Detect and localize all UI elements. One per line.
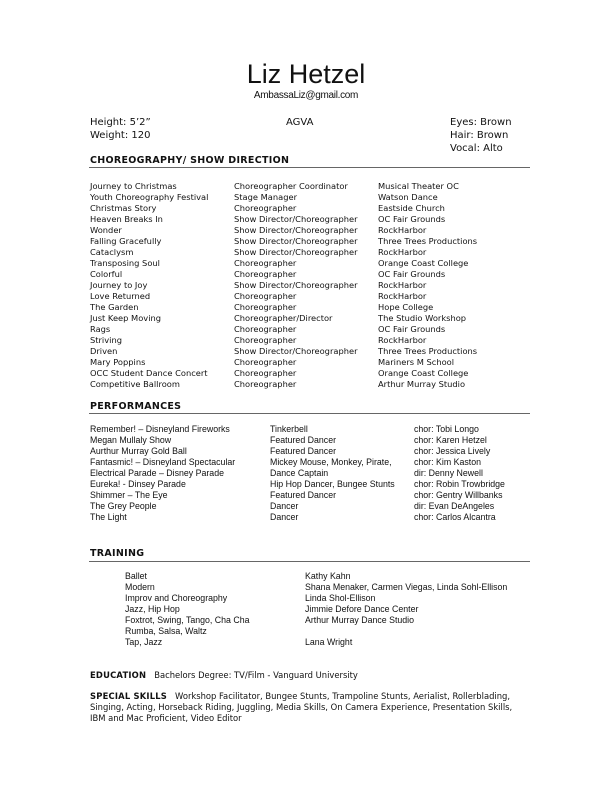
height-stat: Height: 5’2” — [90, 117, 151, 128]
production-title: Heaven Breaks In — [90, 214, 163, 224]
performance-title: Electrical Parade – Disney Parade — [90, 468, 224, 478]
table-row — [90, 192, 530, 203]
production-title: Colorful — [90, 269, 123, 279]
production-title: Youth Choreography Festival — [90, 192, 209, 202]
production-venue: Eastside Church — [378, 203, 445, 213]
table-row — [90, 324, 530, 335]
education-label: EDUCATION — [90, 670, 147, 680]
production-role: Show Director/Choreographer — [234, 214, 358, 224]
production-role: Choreographer — [234, 269, 297, 279]
training-instructor: Jimmie Defore Dance Center — [305, 604, 419, 614]
performances-table — [90, 424, 530, 523]
weight-stat: Weight: 120 — [90, 130, 151, 141]
performance-title: Remember! – Disneyland Fireworks — [90, 424, 230, 434]
choreography-table — [90, 181, 530, 390]
table-row — [90, 302, 530, 313]
production-venue: Three Trees Productions — [378, 346, 478, 356]
production-role: Show Director/Choreographer — [234, 225, 358, 235]
performance-title: Aurthur Murray Gold Ball — [90, 446, 187, 456]
training-style: Improv and Choreography — [125, 593, 228, 603]
table-row — [125, 604, 525, 615]
production-title: Just Keep Moving — [90, 313, 162, 323]
production-role: Choreographer — [234, 357, 297, 367]
production-title: The Garden — [90, 302, 139, 312]
production-venue: Watson Dance — [378, 192, 438, 202]
table-row — [90, 346, 530, 357]
performances-divider — [89, 413, 530, 414]
production-venue: RockHarbor — [378, 280, 427, 290]
table-row — [90, 479, 530, 490]
table-row — [125, 626, 525, 637]
table-row — [90, 258, 530, 269]
performance-credit: chor: Robin Trowbridge — [414, 479, 505, 489]
table-row — [90, 490, 530, 501]
choreography-divider — [89, 167, 530, 168]
table-row — [90, 280, 530, 291]
eyes-stat: Eyes: Brown — [450, 117, 512, 128]
table-row — [90, 501, 530, 512]
table-row — [90, 225, 530, 236]
education-line — [90, 670, 530, 681]
production-role: Choreographer/Director — [234, 313, 333, 323]
table-row — [90, 181, 530, 192]
production-title: Christmas Story — [90, 203, 157, 213]
production-role: Choreographer — [234, 291, 297, 301]
production-title: Competitive Ballroom — [90, 379, 180, 389]
production-title: Love Returned — [90, 291, 151, 301]
performance-title: Megan Mullaly Show — [90, 435, 172, 445]
performance-role: Tinkerbell — [270, 424, 308, 434]
table-row — [125, 593, 525, 604]
performance-role: Mickey Mouse, Monkey, Pirate, — [270, 457, 392, 467]
training-instructor: Shana Menaker, Carmen Viegas, Linda Sohl-Ellison — [305, 582, 508, 592]
production-role: Choreographer — [234, 324, 297, 334]
table-row — [90, 368, 530, 379]
training-style: Foxtrot, Swing, Tango, Cha Cha — [125, 615, 250, 625]
performance-title: Eureka! - Dinsey Parade — [90, 479, 186, 489]
performance-credit: dir: Denny Newell — [414, 468, 483, 478]
performances-heading: PERFORMANCES — [90, 401, 182, 412]
table-row — [90, 424, 530, 435]
production-title: Driven — [90, 346, 118, 356]
production-venue: OC Fair Grounds — [378, 214, 446, 224]
performance-role: Featured Dancer — [270, 435, 337, 445]
hair-stat: Hair: Brown — [450, 130, 509, 141]
table-row — [90, 247, 530, 258]
production-venue: Arthur Murray Studio — [378, 379, 466, 389]
production-role: Show Director/Choreographer — [234, 247, 358, 257]
production-role: Choreographer — [234, 258, 297, 268]
performance-title: Fantasmic! – Disneyland Spectacular — [90, 457, 236, 467]
table-row — [90, 357, 530, 368]
table-row — [90, 446, 530, 457]
production-role: Choreographer — [234, 368, 297, 378]
special-skills-text: Workshop Facilitator, Bungee Stunts, Trampoline Stunts, Aerialist, Rollerblading, Singing, Acting, Horseback Riding, Juggling, Media Skills, On Camera Experience, Presentation Skills, IBM and Mac Proficient, Video Editor — [90, 691, 513, 723]
table-row — [90, 214, 530, 225]
training-style: Jazz, Hip Hop — [125, 604, 180, 614]
performance-role: Dancer — [270, 512, 299, 522]
performance-role: Dancer — [270, 501, 299, 511]
training-instructor: Kathy Kahn — [305, 571, 351, 581]
performance-title: Shimmer – The Eye — [90, 490, 168, 500]
production-role: Choreographer — [234, 302, 297, 312]
production-role: Show Director/Choreographer — [234, 346, 358, 356]
table-row — [90, 313, 530, 324]
special-skills-label: SPECIAL SKILLS — [90, 691, 168, 701]
production-title: Transposing Soul — [90, 258, 160, 268]
production-venue: RockHarbor — [378, 247, 427, 257]
table-row — [125, 582, 525, 593]
table-row — [90, 335, 530, 346]
performance-credit: chor: Gentry Willbanks — [414, 490, 503, 500]
table-row — [125, 637, 525, 648]
table-row — [125, 615, 525, 626]
production-venue: Orange Coast College — [378, 368, 469, 378]
performance-credit: dir: Evan DeAngeles — [414, 501, 495, 511]
performance-credit: chor: Karen Hetzel — [414, 435, 487, 445]
performance-role: Dance Captain — [270, 468, 329, 478]
production-title: Journey to Joy — [90, 280, 148, 290]
production-venue: Mariners M School — [378, 357, 455, 367]
training-style: Modern — [125, 582, 155, 592]
education-text: Bachelors Degree: TV/Film - Vanguard University — [154, 670, 358, 680]
production-venue: RockHarbor — [378, 335, 427, 345]
production-title: OCC Student Dance Concert — [90, 368, 208, 378]
performance-title: The Grey People — [90, 501, 157, 511]
production-venue: Musical Theater OC — [378, 181, 459, 191]
training-instructor: Lana Wright — [305, 637, 353, 647]
production-role: Choreographer Coordinator — [234, 181, 348, 191]
training-style: Rumba, Salsa, Waltz — [125, 626, 207, 636]
table-row — [90, 379, 530, 390]
table-row — [90, 512, 530, 523]
email-address: AmbassaLiz@gmail.com — [253, 90, 359, 101]
training-divider — [89, 561, 530, 562]
vocal-stat: Vocal: Alto — [450, 143, 503, 154]
table-row — [90, 435, 530, 446]
choreography-heading: CHOREOGRAPHY/ SHOW DIRECTION — [90, 155, 290, 166]
training-table — [125, 571, 525, 648]
table-row — [90, 468, 530, 479]
training-style: Ballet — [125, 571, 148, 581]
production-role: Choreographer — [234, 203, 297, 213]
production-venue: OC Fair Grounds — [378, 269, 446, 279]
production-role: Choreographer — [234, 379, 297, 389]
performance-role: Featured Dancer — [270, 446, 337, 456]
production-venue: The Studio Workshop — [378, 313, 467, 323]
production-title: Wonder — [90, 225, 122, 235]
performance-role: Featured Dancer — [270, 490, 337, 500]
production-role: Choreographer — [234, 335, 297, 345]
performance-credit: chor: Jessica Lively — [414, 446, 491, 456]
production-venue: Hope College — [378, 302, 434, 312]
table-row — [125, 571, 525, 582]
production-title: Striving — [90, 335, 122, 345]
production-title: Journey to Christmas — [90, 181, 177, 191]
training-instructor: Linda Shol-Ellison — [305, 593, 376, 603]
production-title: Rags — [90, 324, 111, 334]
resume-name: Liz Hetzel — [246, 59, 366, 89]
production-role: Show Director/Choreographer — [234, 280, 358, 290]
production-title: Falling Gracefully — [90, 236, 162, 246]
production-venue: Three Trees Productions — [378, 236, 478, 246]
table-row — [90, 291, 530, 302]
production-venue: OC Fair Grounds — [378, 324, 446, 334]
training-heading: TRAINING — [90, 548, 145, 559]
table-row — [90, 203, 530, 214]
performance-credit: chor: Kim Kaston — [414, 457, 481, 467]
performance-role: Hip Hop Dancer, Bungee Stunts — [270, 479, 395, 489]
performance-credit: chor: Carlos Alcantra — [414, 512, 496, 522]
special-skills-block — [90, 691, 530, 724]
table-row — [90, 457, 530, 468]
performance-title: The Light — [90, 512, 127, 522]
training-instructor: Arthur Murray Dance Studio — [305, 615, 415, 625]
table-row — [90, 236, 530, 247]
production-title: Mary Poppins — [90, 357, 146, 367]
performance-credit: chor: Tobi Longo — [414, 424, 479, 434]
union-stat: AGVA — [286, 117, 314, 128]
production-venue: RockHarbor — [378, 291, 427, 301]
table-row — [90, 269, 530, 280]
production-role: Stage Manager — [234, 192, 297, 202]
production-title: Cataclysm — [90, 247, 134, 257]
production-venue: RockHarbor — [378, 225, 427, 235]
training-style: Tap, Jazz — [125, 637, 163, 647]
production-venue: Orange Coast College — [378, 258, 469, 268]
production-role: Show Director/Choreographer — [234, 236, 358, 246]
